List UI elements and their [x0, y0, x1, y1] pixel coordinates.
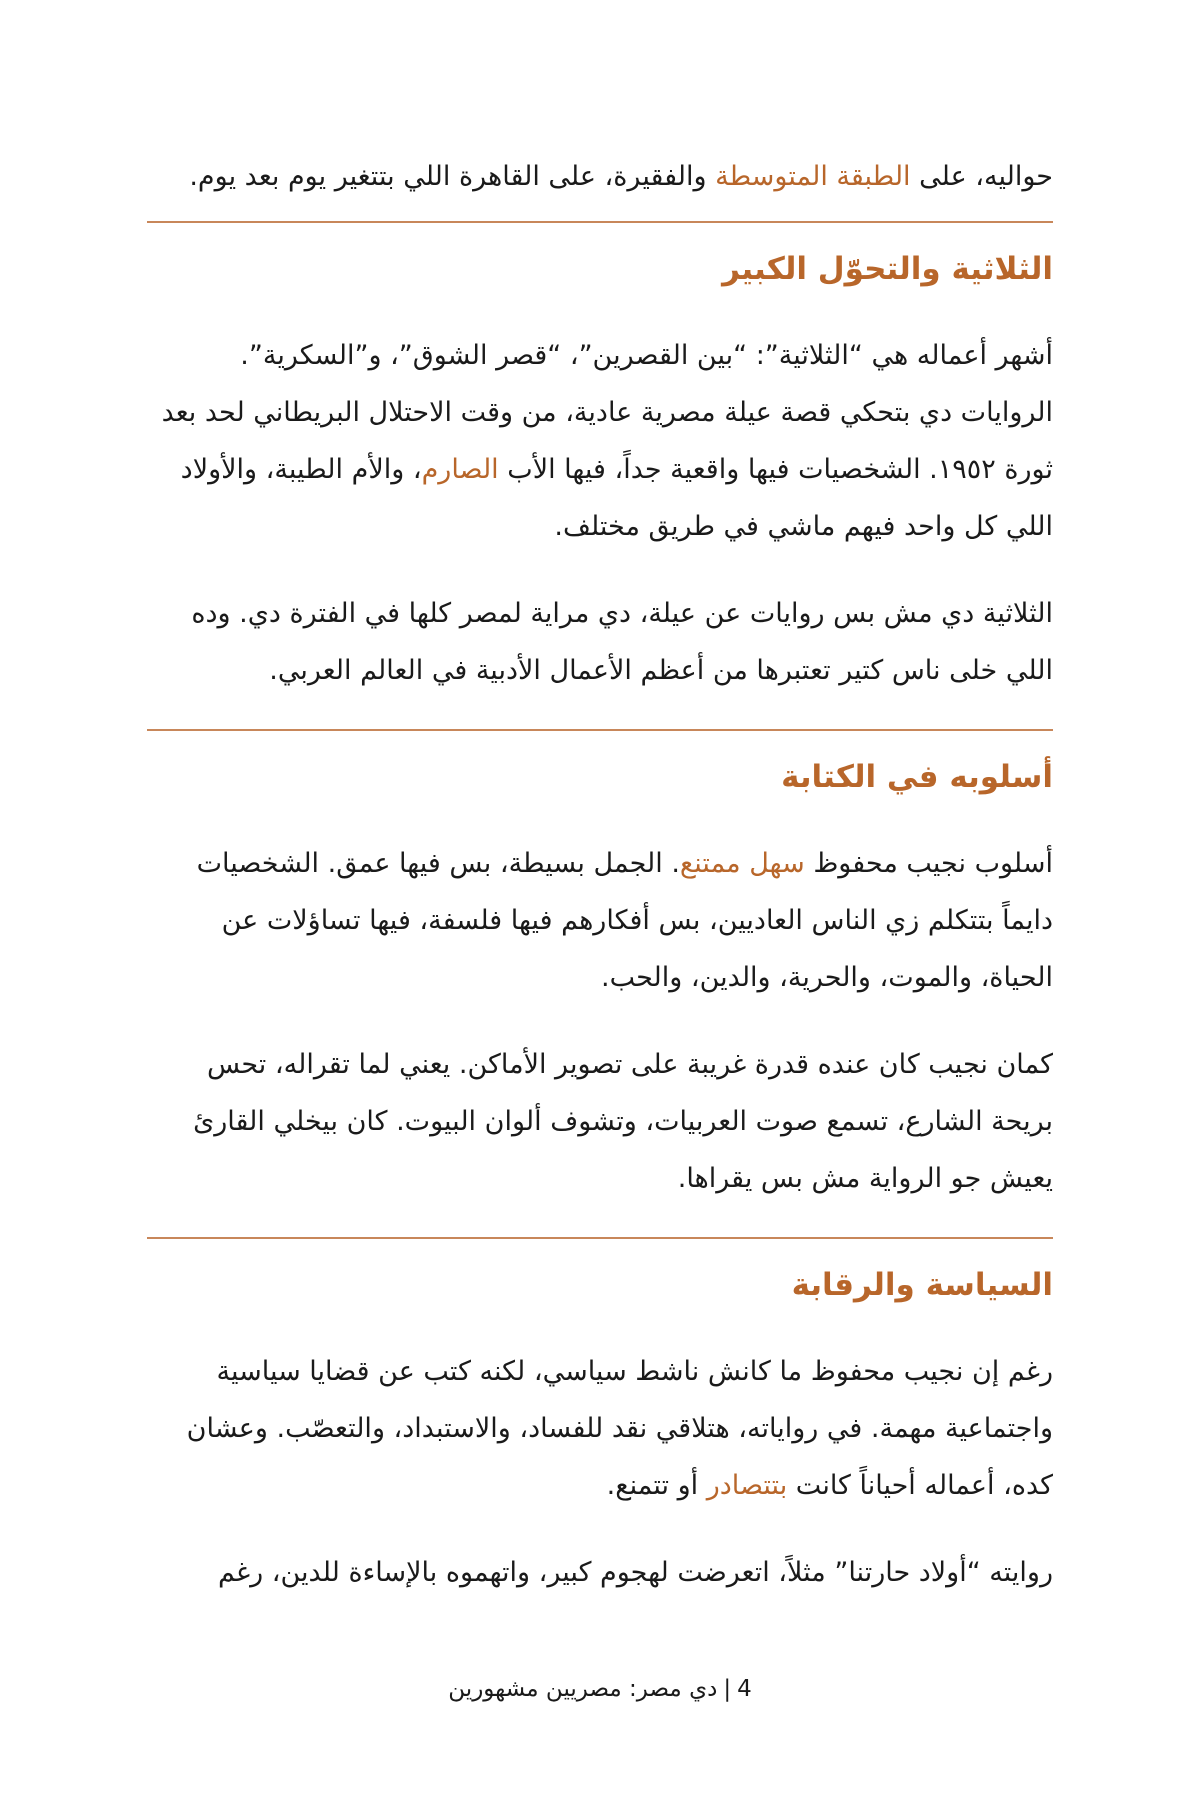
text-run: . الجمل بسيطة، بس فيها عمق. الشخصيات دايماً بتتكلم زي الناس العاديين، بس أفكارهم فيها فلسفة، فيها تساؤلات عن الحياة، والموت، والحرية، والدين، والحب. [196, 848, 1053, 993]
text-run: أشهر أعماله هي “الثلاثية”: “بين القصرين”، “قصر الشوق”، و”السكرية”. الروايات دي بتحكي قصة عيلة مصرية عادية، من وقت الاحتلال البريطاني لحد بعد ثورة ١٩٥٢. الشخصيات فيها واقعية جداً، فيها الأب [161, 340, 1053, 485]
style-paragraph-1 [147, 835, 1053, 1006]
section-title-politics: السياسة والرقابة [791, 1267, 1053, 1303]
page-footer [0, 1676, 1200, 1702]
page-content [147, 148, 1053, 1631]
politics-paragraph-1 [147, 1343, 1053, 1514]
section-divider [147, 221, 1053, 223]
footer-separator: | [723, 1676, 732, 1702]
text-run: رغم إن نجيب محفوظ ما كانش ناشط سياسي، لكنه كتب عن قضايا سياسية واجتماعية مهمة. في رواياته، هتلاقي نقد للفساد، والاستبداد، والتعصّب. وعشان كده، أعماله أحياناً كانت [186, 1356, 1053, 1501]
trilogy-paragraph-2: الثلاثية دي مش بس روايات عن عيلة، دي مراية لمصر كلها في الفترة دي. وده اللي خلى ناس كتير تعتبرها من أعظم الأعمال الأدبية في العالم العربي. [191, 598, 1053, 686]
text-run: والفقيرة، على القاهرة اللي بتتغير يوم بعد يوم. [189, 161, 716, 192]
trilogy-paragraph-1 [147, 327, 1053, 555]
text-run: ، والأم الطيبة، والأولاد اللي كل واحد فيهم ماشي في طريق مختلف. [180, 454, 1053, 542]
text-run: حواليه، على [910, 161, 1053, 192]
page-number: 4 [737, 1676, 752, 1702]
politics-paragraph-2: روايته “أولاد حارتنا” مثلاً، اتعرضت لهجوم كبير، واتهموه بالإساءة للدين، رغم [218, 1557, 1053, 1588]
highlighted-word: الصارم [421, 454, 499, 485]
book-title: دي مصر: مصريين مشهورين [448, 1676, 718, 1702]
highlighted-phrase: الطبقة المتوسطة [715, 161, 911, 192]
section-title-style: أسلوبه في الكتابة [781, 759, 1053, 795]
highlighted-word: بتتصادر [706, 1470, 788, 1501]
intro-paragraph [147, 148, 1053, 205]
highlighted-phrase: سهل ممتنع [679, 848, 805, 879]
section-divider [147, 1237, 1053, 1239]
section-divider [147, 729, 1053, 731]
style-paragraph-2: كمان نجيب كان عنده قدرة غريبة على تصوير الأماكن. يعني لما تقراله، تحس بريحة الشارع، تسمع صوت العربيات، وتشوف ألوان البيوت. كان بيخلي القارئ يعيش جو الرواية مش بس يقراها. [193, 1049, 1053, 1194]
section-title-trilogy: الثلاثية والتحوّل الكبير [722, 251, 1053, 287]
text-run: أسلوب نجيب محفوظ [804, 848, 1053, 879]
text-run: أو تتمنع. [606, 1470, 707, 1501]
